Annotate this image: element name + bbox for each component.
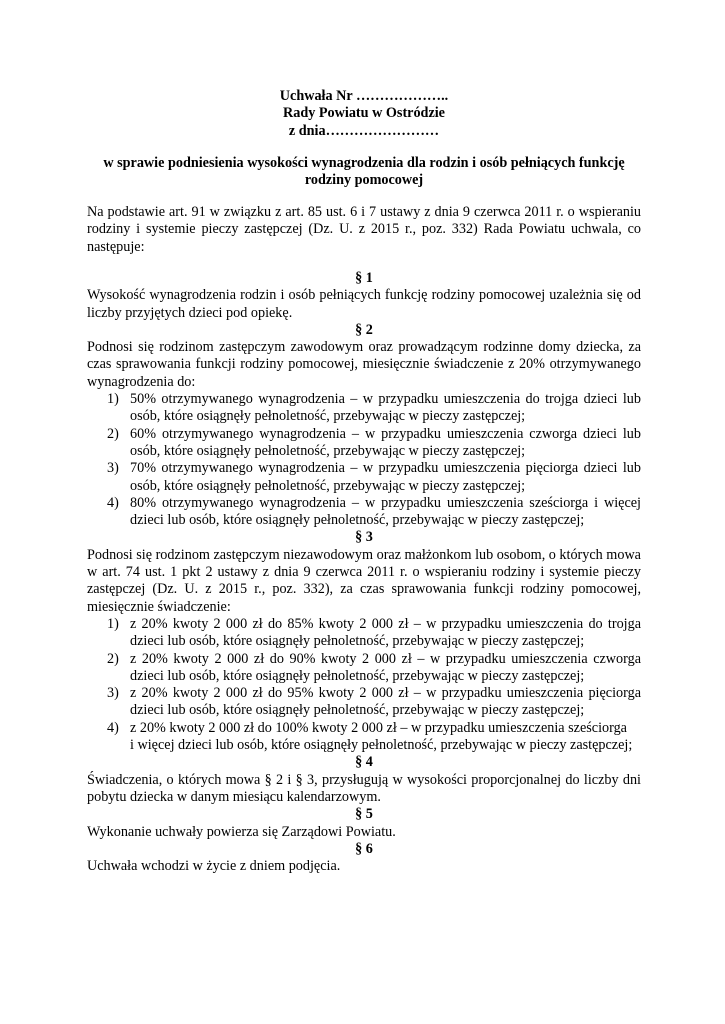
list-item-text: z 20% kwoty 2 000 zł do 95% kwoty 2 000 zł – w przypadku umieszczenia pięciorga dzieci lub osób, które osiągnęły pełnoletność, przebywając w pieczy zastępczej; [130, 685, 641, 719]
list-item-text: z 20% kwoty 2 000 zł do 90% kwoty 2 000 zł – w przypadku umieszczenia czworga dzieci lub osób, które osiągnęły pełnoletność, przebywając w pieczy zastępczej; [130, 650, 641, 684]
resolution-title: w sprawie podniesienia wysokości wynagrodzenia dla rodzin i osób pełniących funkcję rodziny pomocowej [103, 155, 625, 189]
list-item-text: 80% otrzymywanego wynagrodzenia – w przypadku umieszczenia sześciorga i więcej dzieci lub osób, które osiągnęły pełnoletność, przebywając w pieczy zastępczej; [130, 494, 641, 529]
list-item [87, 391, 641, 426]
section-3-heading: § 3 [355, 529, 373, 546]
list-item-number: 4) [107, 719, 119, 736]
list-item [87, 495, 641, 530]
list-item [87, 651, 641, 686]
resolution-header [87, 88, 641, 140]
list-item-number: 2) [107, 650, 119, 667]
list-item-text: 50% otrzymywanego wynagrodzenia – w przypadku umieszczenia do trojga dzieci lub osób, które osiągnęły pełnoletność, przebywając w pieczy zastępczej; [130, 391, 641, 425]
list-item [87, 720, 641, 755]
section-2-list [87, 391, 641, 529]
list-item-text: 70% otrzymywanego wynagrodzenia – w przypadku umieszczenia pięciorga dzieci lub osób, które osiągnęły pełnoletność, przebywając w pieczy zastępczej; [130, 460, 641, 494]
section-5-heading: § 5 [355, 806, 373, 823]
section-2-heading: § 2 [355, 321, 373, 338]
section-4-heading: § 4 [355, 754, 373, 771]
section-6-text: Uchwała wchodzi w życie z dniem podjęcia. [87, 858, 341, 875]
section-2-text: Podnosi się rodzinom zastępczym zawodowym oraz prowadzącym rodzinne domy dziecka, za czas sprawowania funkcji rodziny pomocowej, miesięcznie świadczenie z 20% otrzymywanego wynagrodzenia do: [87, 339, 641, 390]
list-item-continuation: i więcej dzieci lub osób, które osiągnęły pełnoletność, przebywając w pieczy zastępczej; [130, 737, 633, 754]
section-4-text: Świadczenia, o których mowa § 2 i § 3, przysługują w wysokości proporcjonalnej do liczby dni pobytu dziecka w danym miesiącu kalendarzowym. [87, 771, 641, 805]
list-item [87, 460, 641, 495]
resolution-date: z dnia…………………… [288, 122, 440, 139]
list-item-number: 3) [107, 685, 119, 702]
resolution-number: Uchwała Nr ……………….. [279, 88, 449, 104]
section-1-text: Wysokość wynagrodzenia rodzin i osób pełniących funkcję rodziny pomocowej uzależnia się od liczby przyjętych dzieci pod opiekę. [87, 287, 641, 321]
list-item-number: 4) [107, 494, 119, 511]
list-item [87, 616, 641, 651]
list-item-number: 1) [107, 615, 119, 632]
list-item-text: 60% otrzymywanego wynagrodzenia – w przypadku umieszczenia czworga dzieci lub osób, które osiągnęły pełnoletność, przebywając w pieczy zastępczej; [130, 425, 641, 459]
list-item-number: 3) [107, 460, 119, 477]
list-item [87, 685, 641, 720]
legal-basis-paragraph: Na podstawie art. 91 w związku z art. 85 ust. 6 i 7 ustawy z dnia 9 czerwca 2011 r. o wspieraniu rodziny i systemie pieczy zastępczej (Dz. U. z 2015 r., poz. 332) Rada Powiatu uchwala, co następuje: [87, 204, 641, 255]
council-name: Rady Powiatu w Ostródzie [283, 105, 445, 122]
list-item-text: z 20% kwoty 2 000 zł do 85% kwoty 2 000 zł – w przypadku umieszczenia do trojga dzieci lub osób, które osiągnęły pełnoletność, przebywając w pieczy zastępczej; [130, 615, 641, 650]
list-item-number: 2) [107, 425, 119, 442]
list-item [87, 426, 641, 461]
section-1-heading: § 1 [355, 270, 373, 286]
section-5-text: Wykonanie uchwały powierza się Zarządowi Powiatu. [87, 823, 396, 840]
list-item-text: z 20% kwoty 2 000 zł do 100% kwoty 2 000 zł – w przypadku umieszczenia sześciorga [130, 719, 627, 736]
section-3-list [87, 616, 641, 754]
section-6-heading: § 6 [355, 840, 373, 857]
section-3-text: Podnosi się rodzinom zastępczym niezawodowym oraz małżonkom lub osobom, o których mowa w art. 74 ust. 1 pkt 2 ustawy z dnia 9 czerwca 2011 r. o wspieraniu rodziny i systemie pieczy zastępczej (Dz. U. z 2015 r., poz. 332), za czas sprawowania funkcji rodziny pomocowej, miesięcznie świadczenie: [87, 546, 641, 615]
document-body [87, 270, 641, 875]
list-item-number: 1) [107, 391, 119, 408]
